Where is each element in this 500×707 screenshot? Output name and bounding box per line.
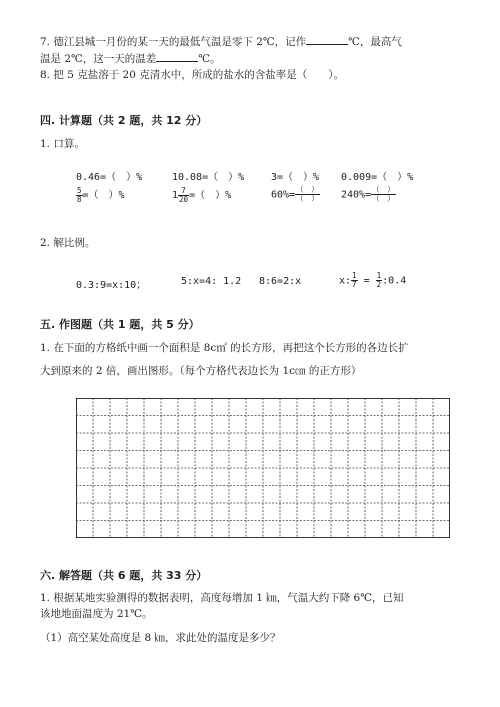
section-5-heading: 五. 作图题（共 1 题，共 5 分） — [40, 318, 200, 331]
proportion-1: 0.3:9=x:10； — [76, 280, 147, 291]
oral-calc-2: 10.08=（ ）% — [172, 172, 245, 183]
word-problem-line-2: 该地地面温度为 21℃。 — [40, 608, 153, 620]
fraction: $\frac{1}{7}$ — [352, 271, 357, 289]
proportion-2: 5:x=4: 1.2 — [181, 276, 242, 287]
oral-calc-7: 60%= $\frac{( )}{( )}$ — [271, 185, 319, 203]
word-problem-line-1: 1. 根据某地实验测得的数据表明，高度每增加 1 ㎞，气温大约下降 6℃，已知 — [40, 592, 404, 604]
grid-paper[interactable] — [76, 398, 450, 538]
q1-label: 1. 口算。 — [40, 138, 85, 150]
drawing-question-line-2: 大到原来的 2 倍，画出图形。（每个方格代表边长为 1c㎝ 的正方形） — [40, 365, 362, 377]
word-problem-sub-1: （1）高空某处高度是 8 ㎞，求此处的温度是多少？ — [40, 632, 281, 644]
answer-blank[interactable] — [306, 34, 348, 45]
problem-7-line-1: 7. 德江县城一月份的某一天的最低气温是零下 2℃，记作 ℃，最高气 — [40, 36, 402, 48]
section-6-heading: 六. 解答题（共 6 题，共 33 分） — [40, 569, 208, 582]
q2-label: 2. 解比例。 — [40, 237, 96, 249]
oral-calc-6: 1 $\frac{7}{20}$ =（ ）% — [172, 185, 232, 204]
fraction: $\frac{( )}{( )}$ — [296, 185, 319, 203]
oral-calc-3: 3=（ ）% — [271, 172, 320, 183]
answer-blank[interactable] — [156, 51, 198, 62]
fraction: $\frac{1}{2}$ — [376, 271, 382, 289]
section-4-heading: 四. 计算题（共 2 题，共 12 分） — [40, 114, 208, 127]
oral-calc-8: 240%= $\frac{( )}{( )}$ — [341, 185, 395, 203]
fraction: $\frac{( )}{( )}$ — [372, 185, 395, 203]
oral-calc-5: $\frac{5}{8}$ =（ ）% — [77, 185, 125, 204]
problem-7-line-2: 温是 2℃，这一天的温差 ℃。 — [40, 53, 221, 65]
proportion-4: x: $\frac{1}{7}$ = $\frac{1}{2}$ :0.4 — [339, 271, 407, 289]
problem-8: 8. 把 5 克盐溶于 20 克清水中，所成的盐水的含盐率是（ ）。 — [40, 69, 344, 81]
oral-calc-4: 0.009=（ ）% — [341, 172, 414, 183]
fraction: $\frac{7}{20}$ — [179, 185, 189, 204]
proportion-3: 8:6=2:x — [259, 276, 302, 287]
drawing-question-line-1: 1. 在下面的方格纸中画一个面积是 8c㎡ 的长方形，再把这个长方形的各边长扩 — [40, 342, 409, 354]
oral-calc-1: 0.46=（ ）% — [76, 172, 143, 183]
fraction: $\frac{5}{8}$ — [77, 185, 82, 204]
